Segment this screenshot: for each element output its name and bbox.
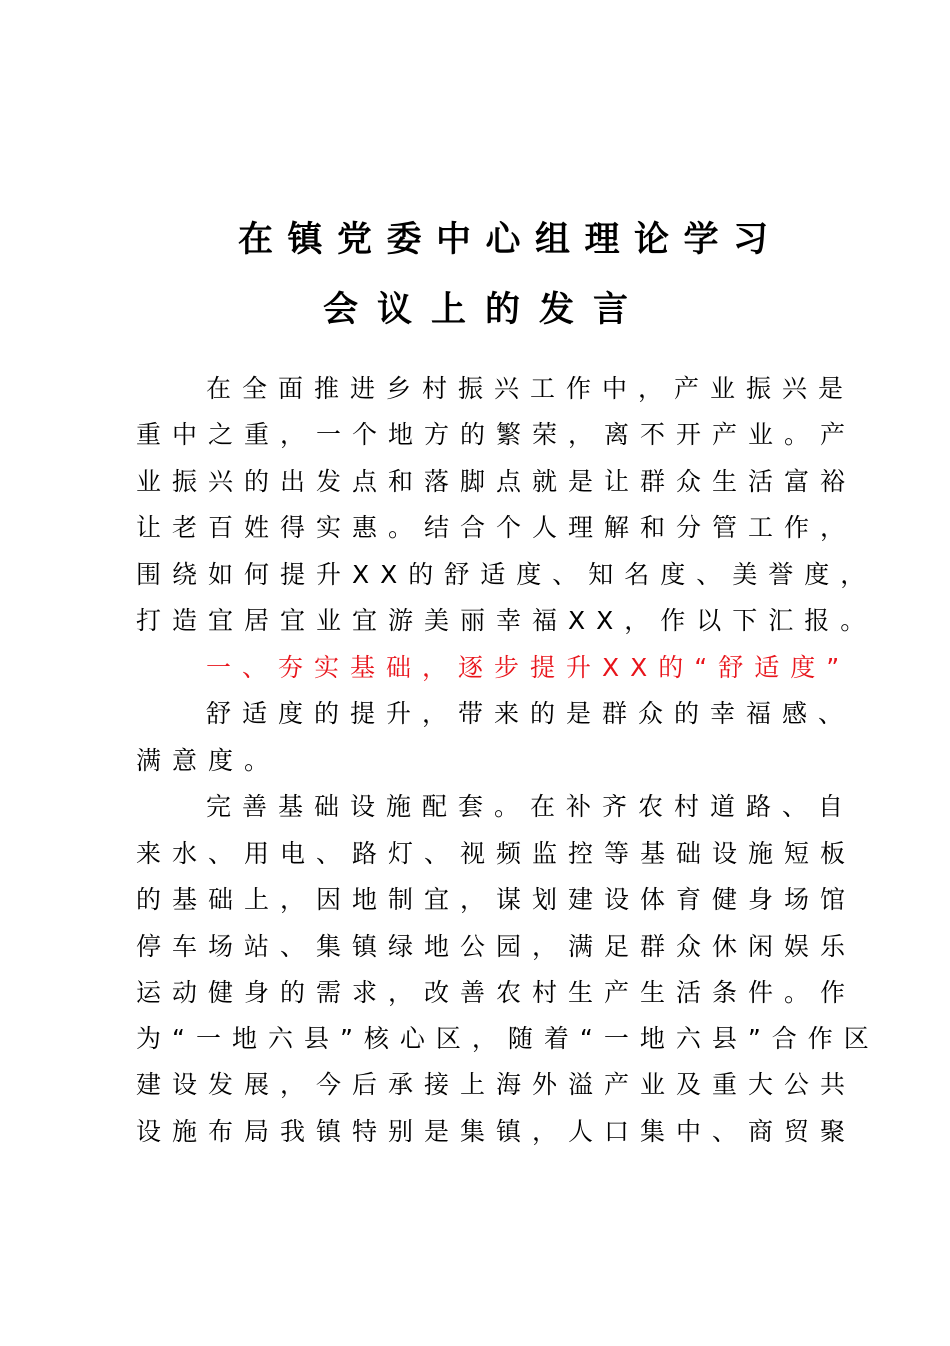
paragraph-line: 舒适度的提升，带来的是群众的幸福感、 [206,699,855,728]
paragraph-line: 运动健身的需求，改善农村生产生活条件。作 [136,978,857,1007]
paragraph-line: 来水、用电、路灯、视频监控等基础设施短板 [136,839,857,868]
paragraph-line: 让老百姓得实惠。结合个人理解和分管工作， [136,513,857,542]
paragraph-line: 满意度。 [136,746,281,775]
paragraph-line: 在全面推进乡村振兴工作中，产业振兴是 [206,374,855,403]
paragraph-line: 的基础上，因地制宜，谋划建设体育健身场馆 [136,885,857,914]
paragraph-line: 打造宜居宜业宜游美丽幸福XX，作以下汇报。 [136,606,877,635]
paragraph-line: 停车场站、集镇绿地公园，满足群众休闲娱乐 [136,932,857,961]
paragraph-line: 围绕如何提升XX的舒适度、知名度、美誉度， [136,560,877,589]
paragraph-line: 设施布局我镇特别是集镇，人口集中、商贸聚 [136,1117,857,1146]
paragraph-line: 建设发展，今后承接上海外溢产业及重大公共 [136,1070,857,1099]
section-heading: 一、夯实基础，逐步提升XX的“舒适度” [206,653,851,682]
paragraph-line: 重中之重，一个地方的繁荣，离不开产业。产 [136,420,857,449]
paragraph-line: 完善基础设施配套。在补齐农村道路、自 [206,792,855,821]
paragraph-line: 业振兴的出发点和落脚点就是让群众生活富裕 [136,467,857,496]
document-title-line-2: 会议上的发言 [323,290,648,330]
paragraph-line: 为“一地六县”核心区，随着“一地六县”合作区 [136,1024,880,1053]
document-title-line-1: 在镇党委中心组理论学习 [238,220,783,260]
